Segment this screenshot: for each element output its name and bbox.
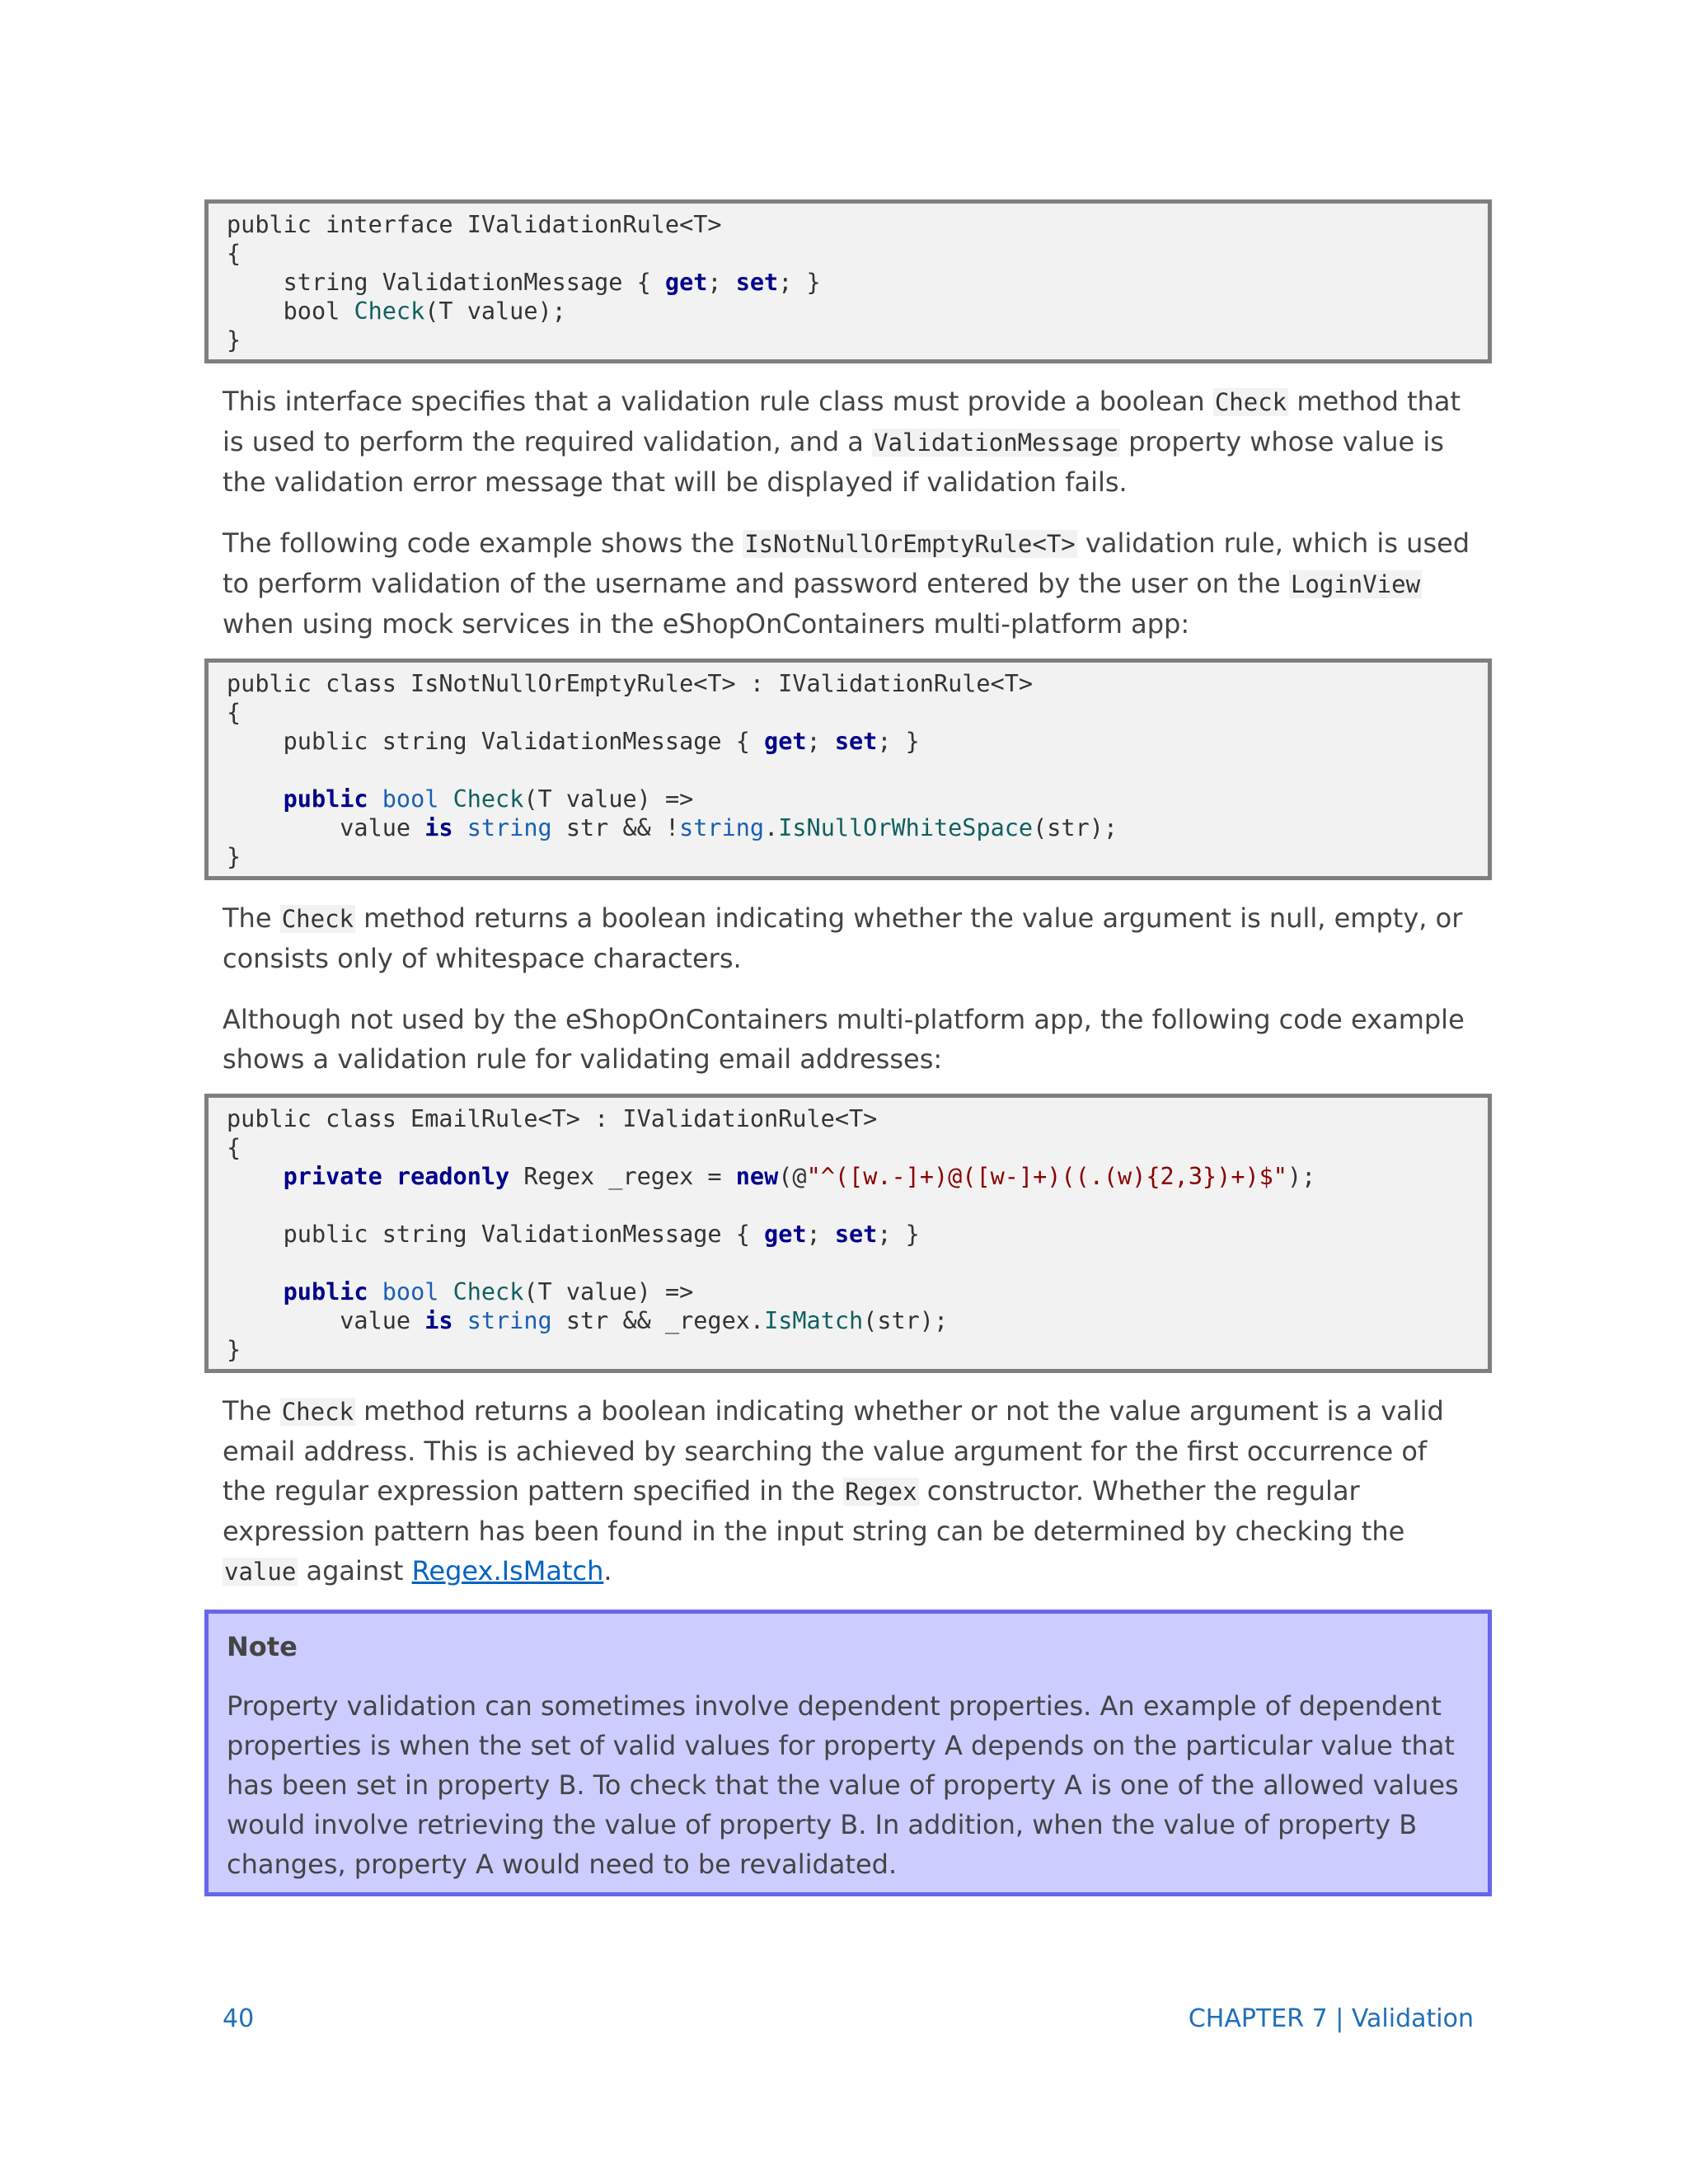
code-token [368, 1278, 382, 1305]
code-token [227, 785, 284, 813]
inline-code-isnotnullorempty: IsNotNullOrEmptyRule<T> [744, 530, 1076, 558]
code-text [227, 1104, 1470, 1364]
code-token: (T value); [424, 298, 566, 325]
text: against [298, 1555, 412, 1586]
code-token: is [424, 1307, 453, 1334]
text: method returns a boolean indicating whether the value argument is null, empty, or consists only of whitespace characters. [223, 902, 1463, 974]
code-token [227, 1278, 284, 1305]
code-token [227, 1163, 284, 1190]
code-token: Check [354, 298, 425, 325]
code-token: new [735, 1163, 779, 1190]
note-body: Property validation can sometimes involve dependent properties. An example of dependent properties is when the set of valid values for property A depends on the particular value that has been set in property B. To check that the value of property A is one of the allowed values would involve retrieving the value of property B. In addition, when the value of property B changes, property A would need to be revalidated. [227, 1690, 1459, 1880]
page-content [204, 199, 1492, 1896]
code-token [453, 814, 467, 841]
code-token: (str); [1033, 814, 1118, 841]
code-token: get [764, 1221, 807, 1248]
code-token: set [834, 728, 878, 755]
code-token: ; } [877, 728, 920, 755]
code-token: str && ! [551, 814, 680, 841]
code-token: string [467, 814, 552, 841]
code-token [438, 785, 452, 813]
note-title: Note [227, 1631, 298, 1662]
code-token: { [227, 1134, 241, 1161]
paragraph-isnotnull-intro [204, 523, 1492, 644]
code-token: set [735, 269, 779, 296]
inline-code-regex: Regex [845, 1478, 917, 1506]
code-token: public string ValidationMessage { [227, 1221, 765, 1248]
text: when using mock services in the eShopOnContainers multi-platform app: [223, 608, 1190, 640]
text: . [603, 1555, 612, 1586]
code-token: } [227, 326, 241, 354]
code-text [227, 669, 1470, 871]
code-token: ; } [778, 269, 821, 296]
code-token [368, 785, 382, 813]
paragraph-interface-description [204, 382, 1492, 502]
code-token: (T value) => [523, 785, 694, 813]
code-token: public interface IValidationRule<T> [227, 211, 722, 238]
text: method returns a boolean indicating whether or not the value argument is a valid email address. This is achieved by searching the value argument for the first occurrence of the regular expression pattern specified in the [223, 1395, 1444, 1507]
text: Although not used by the eShopOnContainers multi-platform app, the following code example shows a validation rule for validating email addresses: [223, 1004, 1465, 1075]
code-token: readonly [396, 1163, 510, 1190]
code-token: . [764, 814, 779, 841]
text: validation rule, which is used to perform validation of the username and password entered by the user on the [223, 527, 1470, 599]
code-block-isnotnullorempty [204, 658, 1492, 880]
code-token: get [664, 269, 708, 296]
inline-code-check: Check [281, 1398, 354, 1426]
code-token [382, 1163, 396, 1190]
code-block-emailrule [204, 1094, 1492, 1373]
code-token: is [424, 814, 453, 841]
code-token: Check [452, 785, 524, 813]
code-token [438, 1278, 452, 1305]
paragraph-check-email [204, 1391, 1492, 1591]
code-token: ; [806, 1221, 835, 1248]
code-token: bool [227, 298, 354, 325]
inline-code-value: value [224, 1558, 297, 1586]
code-token: public [283, 1278, 368, 1305]
page-footer [223, 2004, 1474, 2046]
code-block-ivalidationrule [204, 199, 1492, 363]
code-token: Check [452, 1278, 524, 1305]
chapter-label: CHAPTER 7 | Validation [1188, 2004, 1474, 2033]
code-text [227, 210, 1470, 354]
code-token: } [227, 1336, 241, 1363]
code-token: IsMatch [764, 1307, 864, 1334]
text: The [223, 1395, 280, 1427]
code-token: { [227, 240, 241, 267]
code-token: (T value) => [523, 1278, 694, 1305]
code-token: private [283, 1163, 382, 1190]
text: This interface specifies that a validation rule class must provide a boolean [223, 386, 1213, 417]
code-token: (@ [778, 1163, 807, 1190]
code-token: str && _regex. [551, 1307, 765, 1334]
text: property whose value is the validation error message that will be displayed if validation fails. [223, 426, 1444, 498]
code-token: ; } [877, 1221, 920, 1248]
code-token: public string ValidationMessage { [227, 728, 765, 755]
code-token: bool [382, 785, 439, 813]
code-token: public class EmailRule<T> : IValidationRule<T> [227, 1105, 878, 1132]
code-token: string [679, 814, 765, 841]
code-token: (str); [863, 1307, 949, 1334]
text: constructor. Whether the regular expression pattern has been found in the input string can be determined by checking the [223, 1475, 1405, 1547]
code-token: bool [382, 1278, 439, 1305]
paragraph-email-intro [204, 1000, 1492, 1079]
text: method that is used to perform the required validation, and a [223, 386, 1461, 457]
code-token: "^([w.-]+)@([w-]+)((.(w){2,3})+)$" [806, 1163, 1287, 1190]
code-token: string [467, 1307, 552, 1334]
regex-ismatch-link[interactable]: Regex.IsMatch [411, 1555, 604, 1586]
code-token: get [764, 728, 807, 755]
code-token: IsNullOrWhiteSpace [778, 814, 1034, 841]
note-box [204, 1610, 1492, 1896]
code-token [453, 1307, 467, 1334]
page-number: 40 [223, 2004, 255, 2033]
code-token: { [227, 699, 241, 726]
code-token: ; [806, 728, 835, 755]
code-token: set [834, 1221, 878, 1248]
code-token: public [283, 785, 368, 813]
inline-code-check: Check [281, 905, 354, 933]
inline-code-validationmessage: ValidationMessage [874, 429, 1118, 457]
inline-code-check: Check [1214, 388, 1287, 416]
code-token: string ValidationMessage { [227, 269, 665, 296]
code-token: value [227, 814, 425, 841]
code-token: Regex _regex = [509, 1163, 736, 1190]
code-token: value [227, 1307, 425, 1334]
inline-code-loginview: LoginView [1290, 570, 1421, 598]
paragraph-check-null [204, 898, 1492, 978]
code-token: } [227, 843, 241, 870]
code-token: ; [707, 269, 736, 296]
text: The following code example shows the [223, 527, 743, 559]
code-token: public class IsNotNullOrEmptyRule<T> : IValidationRule<T> [227, 670, 1034, 697]
code-token: ); [1287, 1163, 1316, 1190]
text: The [223, 902, 280, 934]
